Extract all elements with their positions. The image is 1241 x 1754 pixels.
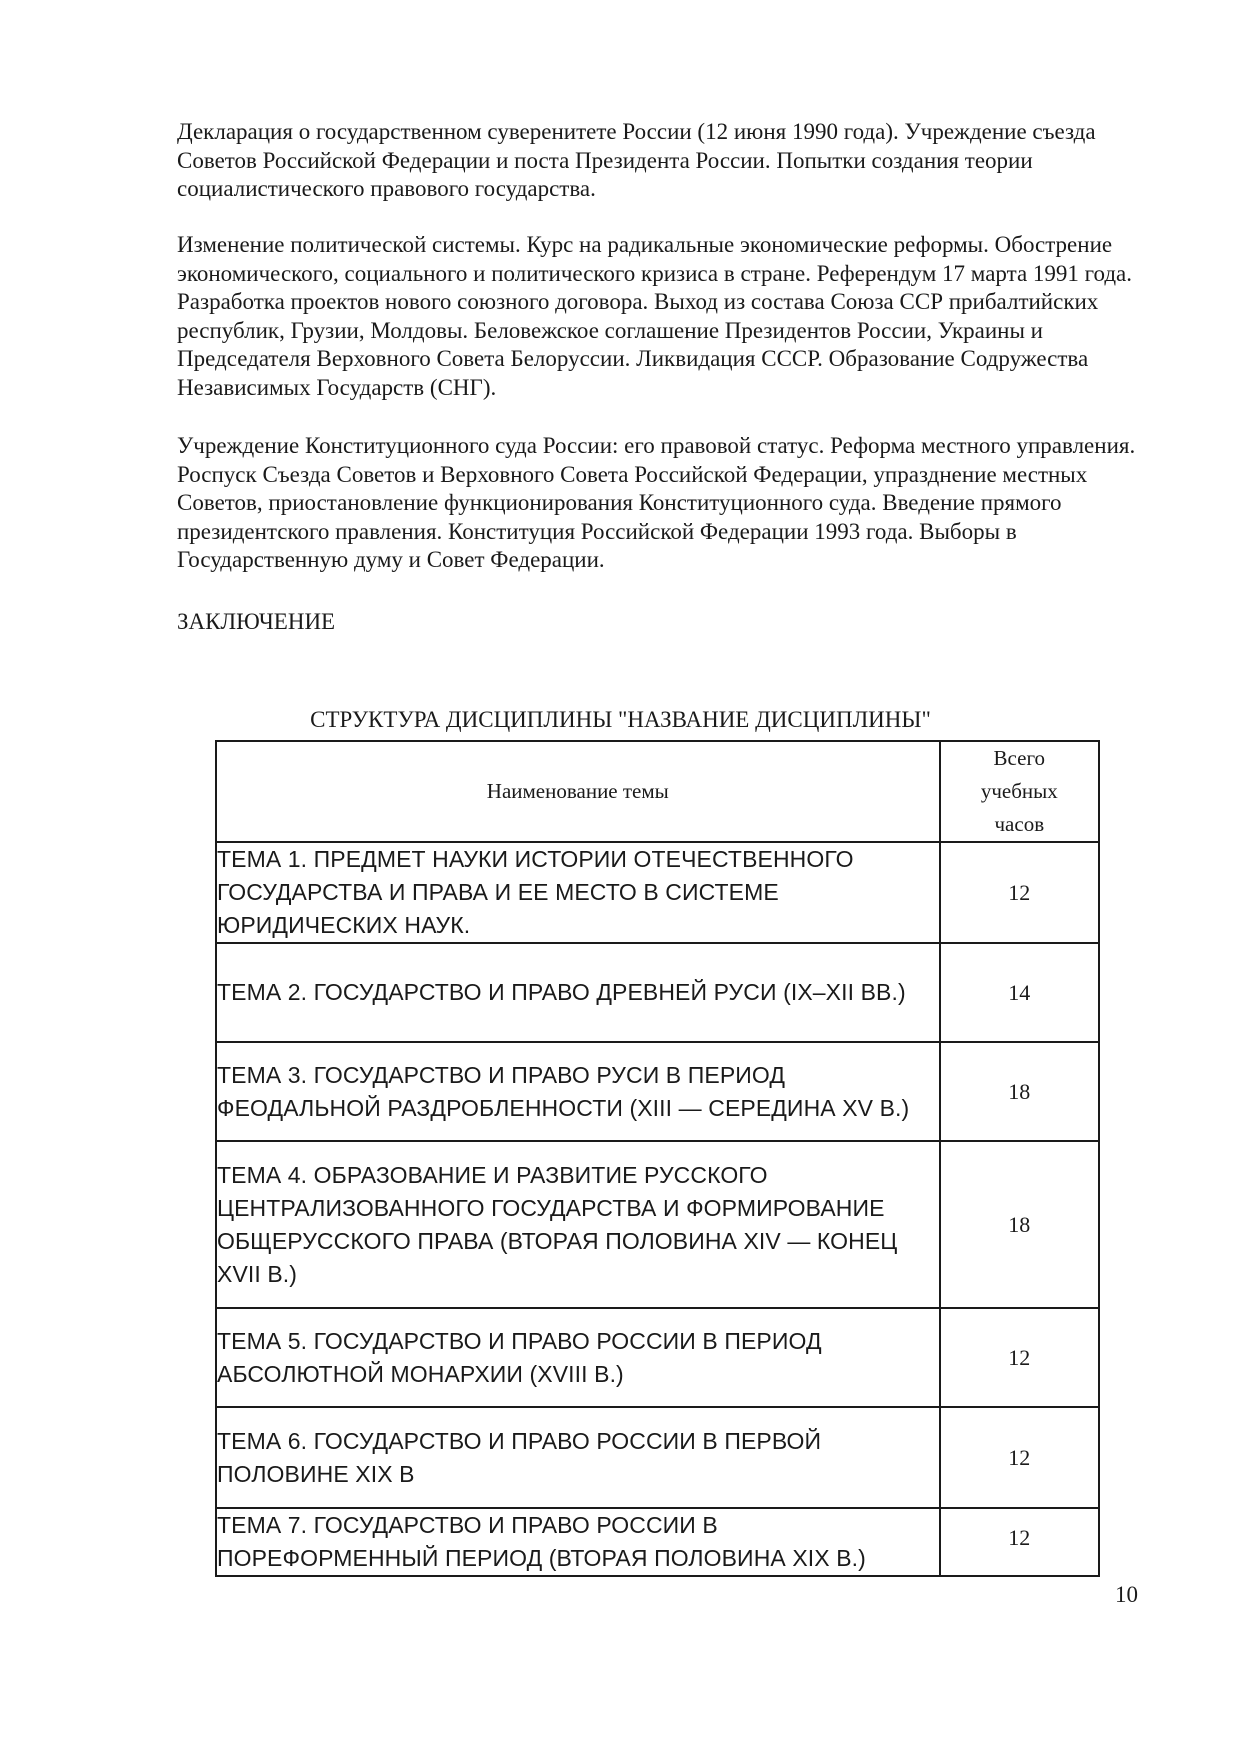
topic-cell: ТЕМА 5. ГОСУДАРСТВО И ПРАВО РОССИИ В ПЕРИОД АБСОЛЮТНОЙ МОНАРХИИ (XVIII В.) (216, 1308, 940, 1407)
header-hours-line: часов (994, 812, 1045, 836)
hours-cell: 18 (940, 1141, 1099, 1308)
header-total-hours (940, 741, 1099, 842)
header-topic-name: Наименование темы (216, 741, 940, 842)
header-hours-line: Всего (993, 746, 1046, 770)
table-row (216, 1308, 1099, 1407)
table-row (216, 1508, 1099, 1576)
table-row (216, 842, 1099, 943)
hours-cell: 12 (940, 842, 1099, 943)
topic-cell: ТЕМА 4. ОБРАЗОВАНИЕ И РАЗВИТИЕ РУССКОГО ЦЕНТРАЛИЗОВАННОГО ГОСУДАРСТВА И ФОРМИРОВАНИЕ ОБЩЕРУССКОГО ПРАВА (ВТОРАЯ ПОЛОВИНА XIV — КОНЕЦ XVII В.) (216, 1141, 940, 1308)
topic-cell: ТЕМА 3. ГОСУДАРСТВО И ПРАВО РУСИ В ПЕРИОД ФЕОДАЛЬНОЙ РАЗДРОБЛЕННОСТИ (XIII — СЕРЕДИНА XV В.) (216, 1042, 940, 1141)
header-hours-line: учебных (980, 779, 1058, 803)
hours-cell: 12 (940, 1508, 1099, 1576)
page-number: 10 (1115, 1582, 1138, 1607)
topic-cell: ТЕМА 2. ГОСУДАРСТВО И ПРАВО ДРЕВНЕЙ РУСИ (IX–XII ВВ.) (216, 943, 940, 1042)
hours-cell: 12 (940, 1308, 1099, 1407)
table-row (216, 1407, 1099, 1508)
paragraph-political-system: Изменение политической системы. Курс на радикальные экономические реформы. Обострение экономического, социального и политического кризиса в стране. Референдум 17 марта 1991 года. Разработка проектов нового союзного договора. Выход из состава Союза ССР прибалтийских республик, Грузии, Молдовы. Беловежское соглашение Президентов России, Украины и Председателя Верховного Совета Белоруссии. Ликвидация СССР. Образование Содружества Независимых Государств (СНГ). (177, 232, 1133, 400)
topic-cell: ТЕМА 7. ГОСУДАРСТВО И ПРАВО РОССИИ В ПОРЕФОРМЕННЫЙ ПЕРИОД (ВТОРАЯ ПОЛОВИНА XIX В.) (216, 1508, 940, 1576)
conclusion-heading: ЗАКЛЮЧЕНИЕ (177, 609, 336, 634)
paragraph-constitutional-court: Учреждение Конституционного суда России: его правовой статус. Реформа местного управления. Роспуск Съезда Советов и Верховного Совета Российской Федерации, упразднение местных Советов, приостановление функционирования Конституционного суда. Введение прямого президентского правления. Конституция Российской Федерации 1993 года. Выборы в Государственную думу и Совет Федерации. (177, 433, 1136, 573)
table-header-row (216, 741, 1099, 842)
hours-cell: 12 (940, 1407, 1099, 1508)
table-row (216, 1042, 1099, 1141)
table-row (216, 1141, 1099, 1308)
paragraph-declaration: Декларация о государственном суверенитете России (12 июня 1990 года). Учреждение съезда Советов Российской Федерации и поста Президента России. Попытки создания теории социалистического правового государства. (177, 119, 1096, 202)
topic-cell: ТЕМА 6. ГОСУДАРСТВО И ПРАВО РОССИИ В ПЕРВОЙ ПОЛОВИНЕ XIX В (216, 1407, 940, 1508)
hours-cell: 14 (940, 943, 1099, 1042)
topic-cell: ТЕМА 1. ПРЕДМЕТ НАУКИ ИСТОРИИ ОТЕЧЕСТВЕННОГО ГОСУДАРСТВА И ПРАВА И ЕЕ МЕСТО В СИСТЕМЕ ЮРИДИЧЕСКИХ НАУК. (216, 842, 940, 943)
table-row (216, 943, 1099, 1042)
table-title: СТРУКТУРА ДИСЦИПЛИНЫ "НАЗВАНИЕ ДИСЦИПЛИНЫ" (310, 707, 931, 732)
discipline-structure-table (215, 740, 1100, 1577)
hours-cell: 18 (940, 1042, 1099, 1141)
